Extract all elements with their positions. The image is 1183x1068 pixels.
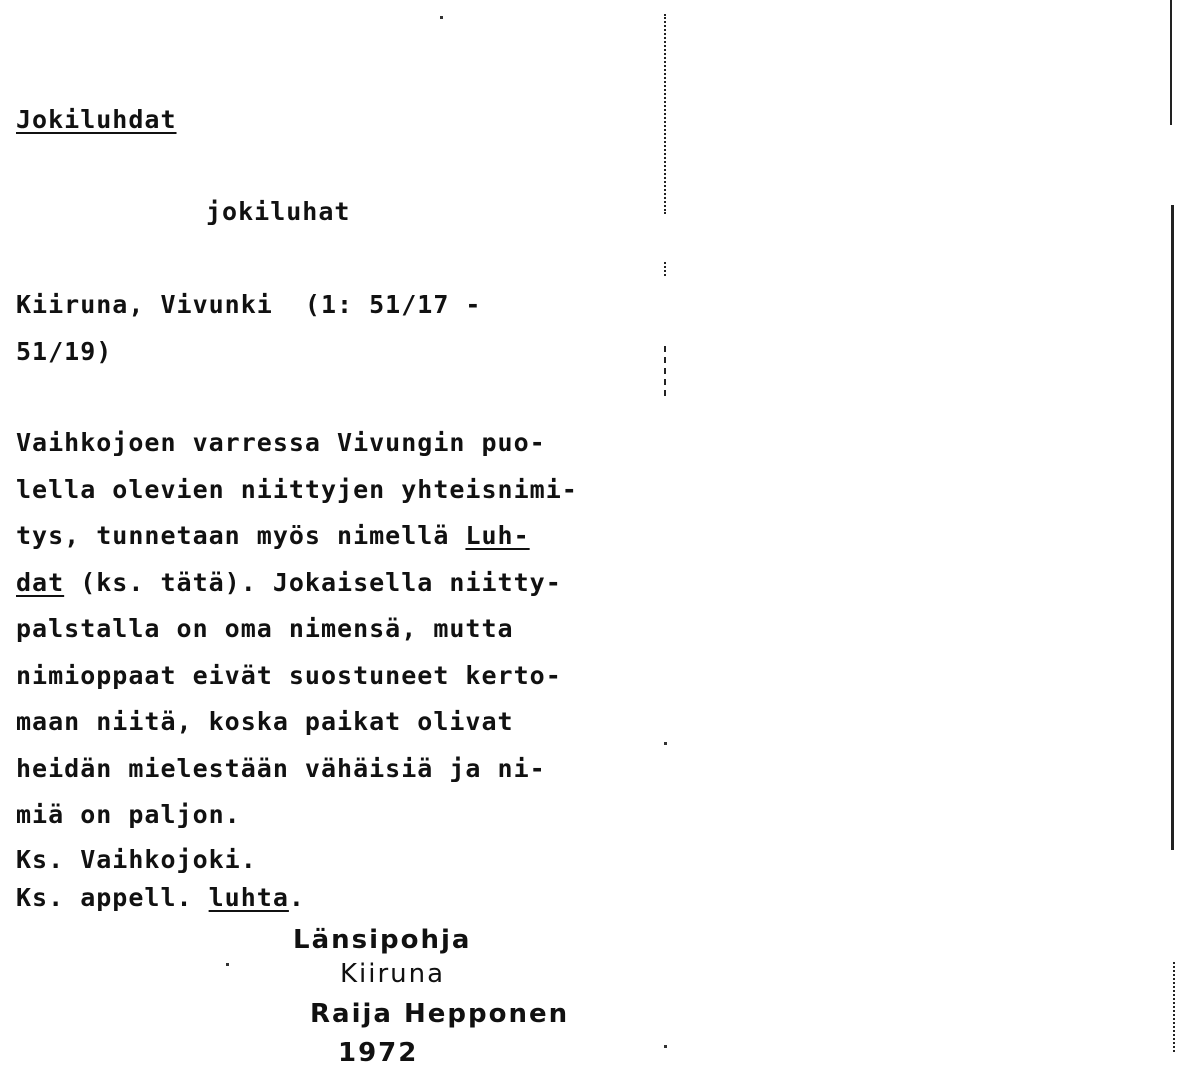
fold-line <box>664 346 666 396</box>
scan-speck <box>664 742 667 745</box>
scan-speck <box>440 16 443 19</box>
see-also-line <box>16 883 305 913</box>
description-text: tys, tunnetaan myös nimellä <box>16 521 466 550</box>
description-line <box>16 521 530 551</box>
description-line: heidän mielestään vähäisiä ja ni- <box>16 754 546 783</box>
see-also-text: . <box>288 883 305 912</box>
location-line-2: 51/19) <box>16 337 113 366</box>
variant-form: jokiluhat <box>206 197 351 226</box>
description-line: miä on paljon. <box>16 800 241 829</box>
see-also-line: Ks. Vaihkojoki. <box>16 845 257 874</box>
stamp-collector: Raija Hepponen <box>310 999 570 1029</box>
cross-reference-luhta: luhta <box>208 883 289 912</box>
description-text: (ks. tätä). Jokaisella niitty- <box>64 568 562 597</box>
entry-heading: Jokiluhdat <box>16 105 177 134</box>
fold-line <box>664 262 666 276</box>
card-edge-line <box>1171 205 1174 850</box>
card-edge-line <box>1170 0 1172 125</box>
scan-speck <box>226 963 229 966</box>
card-edge-line <box>1173 962 1175 1052</box>
scan-speck <box>664 1045 667 1048</box>
cross-reference-luhdat: Luh- <box>465 521 530 550</box>
stamp-region: Länsipohja <box>293 925 472 955</box>
description-line: palstalla on oma nimensä, mutta <box>16 614 514 643</box>
location-line-1: Kiiruna, Vivunki (1: 51/17 - <box>16 290 482 319</box>
stamp-place: Kiiruna <box>340 959 446 989</box>
description-line: lella olevien niittyjen yhteisnimi- <box>16 475 578 504</box>
stamp-year: 1972 <box>338 1038 419 1068</box>
fold-line <box>664 14 666 214</box>
description-line <box>16 568 562 598</box>
see-also-text: Ks. appell. <box>16 883 209 912</box>
description-line: Vaihkojoen varressa Vivungin puo- <box>16 428 546 457</box>
cross-reference-luhdat: dat <box>16 568 65 597</box>
description-line: nimioppaat eivät suostuneet kerto- <box>16 661 562 690</box>
description-line: maan niitä, koska paikat olivat <box>16 707 514 736</box>
